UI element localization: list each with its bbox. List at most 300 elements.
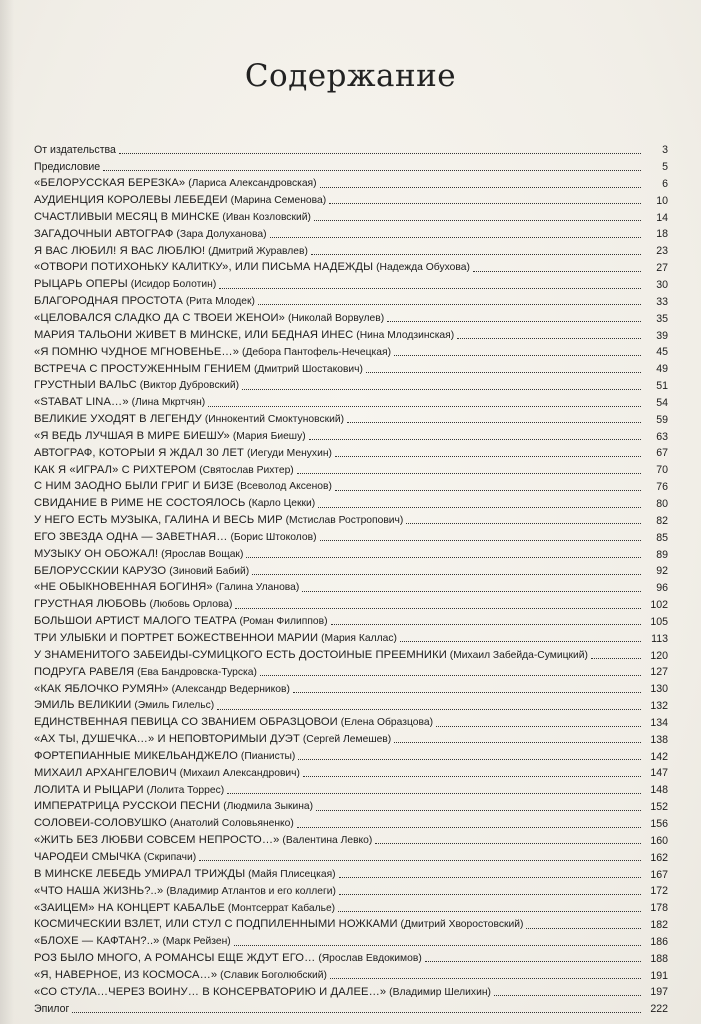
toc-entry-title: ЕДИНСТВЕННАЯ ПЕВИЦА СО ЗВАНИЕМ ОБРАЗЦОВОЙ [34,717,338,729]
dot-leader [335,456,641,457]
dot-leader [219,288,641,289]
toc-entry [34,831,668,848]
dot-leader [339,877,641,878]
toc-page-number: 76 [656,481,668,494]
toc-entry [34,241,668,258]
toc-entry-author: (Всеволод Аксенов) [236,481,332,493]
toc-entry-author: (Ева Бандровска-Турска) [137,666,257,678]
toc-entry-author: (Ярослав Евдокимов) [318,953,422,965]
toc-entry [34,174,668,191]
toc-entry-title: Предисловие [34,162,101,174]
toc-page-number: 67 [656,447,668,460]
toc-entry [34,645,668,662]
toc-entry-title: У ЗНАМЕНИТОГО ЗАБЕЙДЫ-СУМИЦКОГО ЕСТЬ ДОСТОЙНЫЕ ПРЕЕМНИКИ [34,649,447,661]
toc-entry-text [34,751,295,763]
toc-entry-author: (Мария Биешу) [232,430,306,442]
dot-leader [119,153,641,154]
toc-entry-author: (Майя Плисецкая) [248,868,336,880]
toc-entry-author: (Валентина Левко) [282,835,373,847]
toc-entry-title: «НЕ ОБЫКНОВЕННАЯ БОГИНЯ» [34,582,213,594]
toc-entry [34,628,668,645]
toc-entry-text [34,852,196,864]
toc-entry [34,965,668,982]
toc-entry-text [34,566,249,578]
dot-leader [293,692,641,693]
toc-page-number: 63 [656,430,668,443]
toc-entry-author: (Нина Млодзинская) [356,329,455,341]
toc-entry [34,426,668,443]
toc-entry [34,258,668,275]
dot-leader [252,574,641,575]
toc-entry-text [34,262,470,274]
toc-entry-author: (Сергей Лемешев) [302,734,392,746]
toc-entry [34,881,668,898]
toc-page-number: 191 [650,969,668,982]
toc-entry [34,477,668,494]
toc-entry [34,932,668,949]
toc-entry-author: (Иннокентий Смоктуновский) [204,414,345,426]
dot-leader [406,523,641,524]
toc-entry-title: КАК Я «ИГРАЛ» С РИХТЕРОМ [34,464,197,476]
toc-entry-author: (Людмила Зыкина) [223,801,314,813]
dot-leader [314,220,641,221]
toc-entry-author: (Николай Ворвулев) [287,312,385,324]
toc-entry-text [34,212,311,224]
toc-entry-text [34,145,116,157]
dot-leader [72,1012,641,1013]
toc-page-number: 82 [656,514,668,527]
dot-leader [366,372,641,373]
toc-entry [34,915,668,932]
dot-leader [526,928,641,929]
toc-page-number: 33 [656,295,668,308]
dot-leader [436,726,641,727]
toc-entry-author: (Иван Козловский) [222,211,311,223]
toc-entry [34,359,668,376]
toc-entry-text [34,380,239,392]
toc-entry [34,763,668,780]
toc-entry-title: СЧАСТЛИВЫЙ МЕСЯЦ В МИНСКЕ [34,211,220,223]
toc-entry [34,982,668,999]
toc-page-number: 18 [656,228,668,241]
dot-leader [400,641,641,642]
toc-entry [34,999,668,1016]
toc-entry-author: (Дмитрий Журавлев) [208,245,308,257]
toc-page-number: 6 [662,177,668,190]
toc-entry-title: «БЛОХЕ — КАФТАН?..» [34,936,160,948]
dot-leader [258,304,641,305]
toc-page-number: 45 [656,346,668,359]
toc-page-number: 130 [650,683,668,696]
toc-entry-author: (Мария Каллас) [321,633,397,645]
toc-entry [34,511,668,528]
toc-entry-title: РОЗ БЫЛО МНОГО, А РОМАНСЫ ЕЩЕ ЖДУТ ЕГО… [34,953,316,965]
toc-entry-author: (Марк Рейзен) [162,936,231,948]
toc-entry-title: «БЕЛОРУССКАЯ БЕРЕЗКА» [34,178,186,190]
page-title: Содержание [244,58,457,94]
toc-entry-title: ЭМИЛЬ ВЕЛИКИЙ [34,700,132,712]
toc-entry [34,443,668,460]
dot-leader [494,995,641,996]
dot-leader [457,338,641,339]
toc-entry [34,780,668,797]
toc-entry-text [34,667,257,679]
toc-entry-author: (Карло Цекки) [248,498,316,510]
toc-page-number: 105 [650,615,668,628]
dot-leader [302,591,641,592]
toc-page-number: 147 [650,767,668,780]
toc-entry [34,191,668,208]
toc-entry-text [34,1004,69,1016]
toc-entry-text [34,936,231,948]
toc-entry-title: «Я ВЕДЬ ЛУЧШАЯ В МИРЕ БИЕШУ» [34,430,230,442]
toc-entry-text [34,465,294,477]
toc-entry-text [34,835,372,847]
toc-page-number: 14 [656,211,668,224]
toc-entry-title: СОЛОВЕЙ-СОЛОВУШКО [34,818,167,830]
toc-entry-title: ГРУСТНЫЙ ВАЛЬС [34,380,137,392]
toc-entry [34,949,668,966]
toc-entry-author: (Михаил Александрович) [179,767,300,779]
toc-entry-title: «СО СТУЛА…ЧЕРЕЗ ВОЙНУ… В КОНСЕРВАТОРИЮ И ДАЛЕЕ…» [34,986,387,998]
toc-entry-title: С НИМ ЗАОДНО БЫЛИ ГРИГ И БИЗЕ [34,481,234,493]
toc-entry-title: Эпилог [34,1004,70,1016]
toc-entry-title: ИМПЕРАТРИЦА РУССКОЙ ПЕСНИ [34,801,221,813]
toc-entry-title: Я ВАС ЛЮБИЛ! Я ВАС ЛЮБЛЮ! [34,245,206,257]
dot-leader [318,507,641,508]
toc-entry-title: ЛОЛИТА И РЫЦАРИ [34,784,144,796]
toc-page-number: 70 [656,464,668,477]
dot-leader [103,170,641,171]
toc-entry-title: МУЗЫКУ ОН ОБОЖАЛ! [34,548,159,560]
toc-entry-title: «ОТВОРИ ПОТИХОНЬКУ КАЛИТКУ», ИЛИ ПИСЬМА НАДЕЖДЫ [34,262,374,274]
toc-entry-author: (Дмитрий Шостакович) [253,363,363,375]
toc-entry-text [34,801,313,813]
toc-entry [34,275,668,292]
toc-page-number: 134 [650,716,668,729]
toc-page-number: 132 [650,700,668,713]
toc-entry-author: (Дебора Пантофель-Нечецкая) [241,346,392,358]
toc-entry-author: (Иегуди Менухин) [246,447,332,459]
dot-leader [394,742,641,743]
toc-entry-title: СВИДАНИЕ В РИМЕ НЕ СОСТОЯЛОСЬ [34,498,246,510]
dot-leader [246,557,641,558]
toc-entry [34,662,668,679]
dot-leader [591,658,641,659]
toc-entry-title: «STABAT LINA…» [34,397,129,409]
dot-leader [329,203,641,204]
dot-leader [260,675,641,676]
toc-entry-text [34,717,433,729]
toc-page-number: 39 [656,329,668,342]
toc-page-number: 188 [650,952,668,965]
toc-entry-author: (Елена Образцова) [340,717,434,729]
dot-leader [473,271,641,272]
table-of-contents [34,140,668,1016]
toc-entry [34,494,668,511]
toc-entry-author: (Рита Млодек) [185,296,255,308]
toc-entry-text [34,953,422,965]
toc-entry-text [34,532,317,544]
toc-entry-text [34,650,588,662]
toc-page-number: 162 [650,851,668,864]
toc-entry-text [34,313,384,325]
toc-entry [34,696,668,713]
toc-page-number: 186 [650,935,668,948]
toc-entry-author: (Ярослав Вощак) [161,548,244,560]
dot-leader [338,911,641,912]
toc-entry-author: (Пианисты) [240,750,296,762]
dot-leader [208,406,641,407]
toc-entry-title: АВТОГРАФ, КОТОРЫЙ Я ЖДАЛ 30 ЛЕТ [34,447,244,459]
toc-entry [34,595,668,612]
toc-page-number: 167 [650,868,668,881]
dot-leader [242,389,641,390]
toc-entry-author: (Роман Филиппов) [239,616,328,628]
toc-entry-title: ЧАРОДЕИ СМЫЧКА [34,851,141,863]
toc-entry-author: (Зиновий Бабий) [169,565,250,577]
toc-entry [34,393,668,410]
toc-entry-title: АУДИЕНЦИЯ КОРОЛЕВЫ ЛЕБЕДЕЙ [34,195,228,207]
toc-page-number: 35 [656,312,668,325]
toc-entry-author: (Марина Семенова) [230,195,327,207]
toc-page-number: 23 [656,245,668,258]
toc-entry-text [34,869,336,881]
toc-entry [34,898,668,915]
toc-entry-author: (Славик Боголюбский) [220,969,327,981]
toc-entry-text [34,246,308,258]
toc-entry [34,679,668,696]
dot-leader [320,540,641,541]
toc-entry-text [34,229,267,241]
toc-entry-author: (Галина Уланова) [215,582,300,594]
toc-page-number: 148 [650,784,668,797]
toc-entry-text [34,987,491,999]
toc-page-number: 138 [650,733,668,746]
dot-leader [297,827,641,828]
toc-entry-author: (Исидор Болотин) [130,279,217,291]
toc-page-number: 152 [650,801,668,814]
dot-leader [335,490,641,491]
toc-entry-title: БЕЛОРУССКИЙ КАРУЗО [34,565,167,577]
toc-entry [34,224,668,241]
toc-entry-text [34,330,454,342]
dot-leader [234,945,641,946]
toc-entry-text [34,818,294,830]
dot-leader [347,422,641,423]
toc-entry-text [34,296,255,308]
toc-entry-author: (Надежда Обухова) [376,262,470,274]
toc-entry-author: (Скрипачи) [143,851,197,863]
toc-page-number: 102 [650,599,668,612]
toc-entry-author: (Владимир Шелихин) [389,986,491,998]
toc-entry-title: От издательства [34,145,116,157]
toc-page-number: 197 [650,986,668,999]
toc-entry-text [34,549,243,561]
toc-entry-text [34,700,214,712]
toc-entry [34,410,668,427]
toc-entry-text [34,970,327,982]
toc-entry-title: РЫЦАРЬ ОПЕРЫ [34,279,128,291]
toc-entry-title: ПОДРУГА РАВЕЛЯ [34,666,135,678]
toc-entry [34,612,668,629]
toc-entry [34,527,668,544]
toc-page-number: 89 [656,548,668,561]
toc-entry-text [34,734,391,746]
dot-leader [316,810,641,811]
toc-entry-title: «ЧТО НАША ЖИЗНЬ?..» [34,885,164,897]
toc-entry [34,561,668,578]
toc-entry-title: «Я, НАВЕРНОЕ, ИЗ КОСМОСА…» [34,969,218,981]
toc-entry-text [34,195,326,207]
toc-entry-text [34,414,344,426]
toc-entry-author: (Любовь Орлова) [149,599,233,611]
page-edge-shadow [0,0,14,1024]
toc-entry-author: (Зара Долуханова) [176,228,267,240]
toc-page-number: 51 [656,380,668,393]
toc-entry [34,864,668,881]
toc-entry-title: «ЗАЙЦЕМ» НА КОНЦЕРТ КАБАЛЬЕ [34,902,225,914]
toc-page-number: 49 [656,363,668,376]
toc-entry [34,544,668,561]
toc-entry-author: (Мстислав Ростропович) [285,515,404,527]
toc-entry-text [34,397,205,409]
toc-page-number: 10 [656,194,668,207]
toc-page-number: 59 [656,413,668,426]
dot-leader [425,961,641,962]
dot-leader [331,624,641,625]
toc-page-number: 222 [650,1003,668,1016]
toc-entry-author: (Михаил Забейда-Сумицкий) [449,649,588,661]
toc-entry-text [34,903,335,915]
toc-entry-text [34,178,317,190]
toc-entry-author: (Святослав Рихтер) [199,464,294,476]
toc-page-number: 178 [650,902,668,915]
toc-entry-text [34,785,224,797]
toc-page-number: 5 [662,161,668,174]
toc-entry-author: (Александр Ведерников) [171,683,290,695]
toc-entry [34,578,668,595]
dot-leader [270,237,641,238]
toc-entry-author: (Анатолий Соловьяненко) [169,818,294,830]
toc-entry-author: (Владимир Атлантов и его коллеги) [166,885,336,897]
toc-entry-title: ФОРТЕПИАННЫЕ МИКЕЛЬАНДЖЕЛО [34,750,238,762]
toc-page-number: 160 [650,834,668,847]
toc-entry-text [34,279,216,291]
toc-entry-text [34,162,100,174]
toc-entry [34,207,668,224]
toc-page-number: 127 [650,666,668,679]
toc-entry-title: «ЖИТЬ БЕЗ ЛЮБВИ СОВСЕМ НЕПРОСТО…» [34,835,280,847]
dot-leader [309,439,641,440]
toc-entry [34,730,668,747]
toc-page-number: 80 [656,497,668,510]
toc-entry-title: ВЕЛИКИЕ УХОДЯТ В ЛЕГЕНДУ [34,414,202,426]
dot-leader [311,254,641,255]
toc-page-number: 30 [656,279,668,291]
toc-entry-title: В МИНСКЕ ЛЕБЕДЬ УМИРАЛ ТРИЖДЫ [34,868,246,880]
toc-entry-author: (Дмитрий Хворостовский) [400,919,524,931]
toc-entry-text [34,364,363,376]
toc-entry [34,847,668,864]
toc-entry-author: (Борис Штоколов) [230,531,317,543]
toc-entry [34,157,668,174]
dot-leader [217,709,641,710]
toc-entry [34,814,668,831]
toc-entry-title: ТРИ УЛЫБКИ И ПОРТРЕТ БОЖЕСТВЕННОЙ МАРИИ [34,633,319,645]
toc-entry-author: (Эмиль Гилельс) [134,700,215,712]
dot-leader [303,776,641,777]
toc-page-number: 156 [650,818,668,830]
dot-leader [298,759,641,760]
dot-leader [297,473,641,474]
dot-leader [394,355,641,356]
toc-entry-text [34,431,306,443]
toc-entry [34,460,668,477]
toc-entry-title: У НЕГО ЕСТЬ МУЗЫКА, ГАЛИНА И ВЕСЬ МИР [34,515,283,527]
toc-entry [34,308,668,325]
toc-entry-text [34,599,232,611]
toc-entry-author: (Монтсеррат Кабалье) [227,902,336,914]
dot-leader [320,187,641,188]
toc-entry-title: ГРУСТНАЯ ЛЮБОВЬ [34,599,147,611]
dot-leader [227,793,641,794]
toc-entry-title: «АХ ТЫ, ДУШЕЧКА…» И НЕПОВТОРИМЫЙ ДУЭТ [34,734,300,746]
toc-entry-title: БЛАГОРОДНАЯ ПРОСТОТА [34,296,183,308]
toc-page-number: 92 [656,565,668,578]
toc-entry-title: ВСТРЕЧА С ПРОСТУЖЕННЫМ ГЕНИЕМ [34,363,251,375]
toc-entry-title: МАРИЯ ТАЛЬОНИ ЖИВЕТ В МИНСКЕ, ИЛИ БЕДНАЯ ИНЕС [34,329,354,341]
toc-entry-text [34,768,300,780]
toc-entry-author: (Лолита Торрес) [146,784,225,796]
toc-entry [34,292,668,309]
toc-entry-title: БОЛЬШОЙ АРТИСТ МАЛОГО ТЕАТРА [34,616,237,628]
toc-entry-text [34,684,290,696]
toc-entry-title: «Я ПОМНЮ ЧУДНОЕ МГНОВЕНЬЕ…» [34,346,240,358]
toc-entry-title: «КАК ЯБЛОЧКО РУМЯН» [34,683,169,695]
toc-entry [34,797,668,814]
dot-leader [235,608,641,609]
toc-entry-text [34,515,403,527]
toc-entry-text [34,498,315,510]
toc-page-number: 27 [656,262,668,275]
toc-entry-text [34,347,391,359]
toc-page-number: 182 [650,919,668,932]
toc-entry-author: (Виктор Дубровский) [139,380,240,392]
toc-page-number: 172 [650,885,668,898]
toc-entry-author: (Лариса Александровская) [188,178,317,190]
toc-entry-text [34,886,336,898]
toc-page-number: 142 [650,750,668,763]
toc-entry [34,325,668,342]
toc-page-number: 120 [650,649,668,662]
toc-page-number: 54 [656,396,668,409]
toc-page-number: 3 [662,144,668,157]
dot-leader [339,894,641,895]
toc-entry-title: ЕГО ЗВЕЗДА ОДНА — ЗАВЕТНАЯ… [34,531,228,543]
toc-entry [34,713,668,730]
toc-entry-title: МИХАИЛ АРХАНГЕЛОВИЧ [34,767,177,779]
dot-leader [387,321,641,322]
toc-entry [34,140,668,157]
toc-entry [34,376,668,393]
toc-entry-title: «ЦЕЛОВАЛСЯ СЛАДКО ДА С ТВОЕЙ ЖЕНОЙ» [34,312,285,324]
dot-leader [330,978,641,979]
toc-page-number: 85 [656,531,668,544]
toc-entry-text [34,481,332,493]
toc-entry-text [34,633,397,645]
toc-page-number: 113 [651,632,668,645]
